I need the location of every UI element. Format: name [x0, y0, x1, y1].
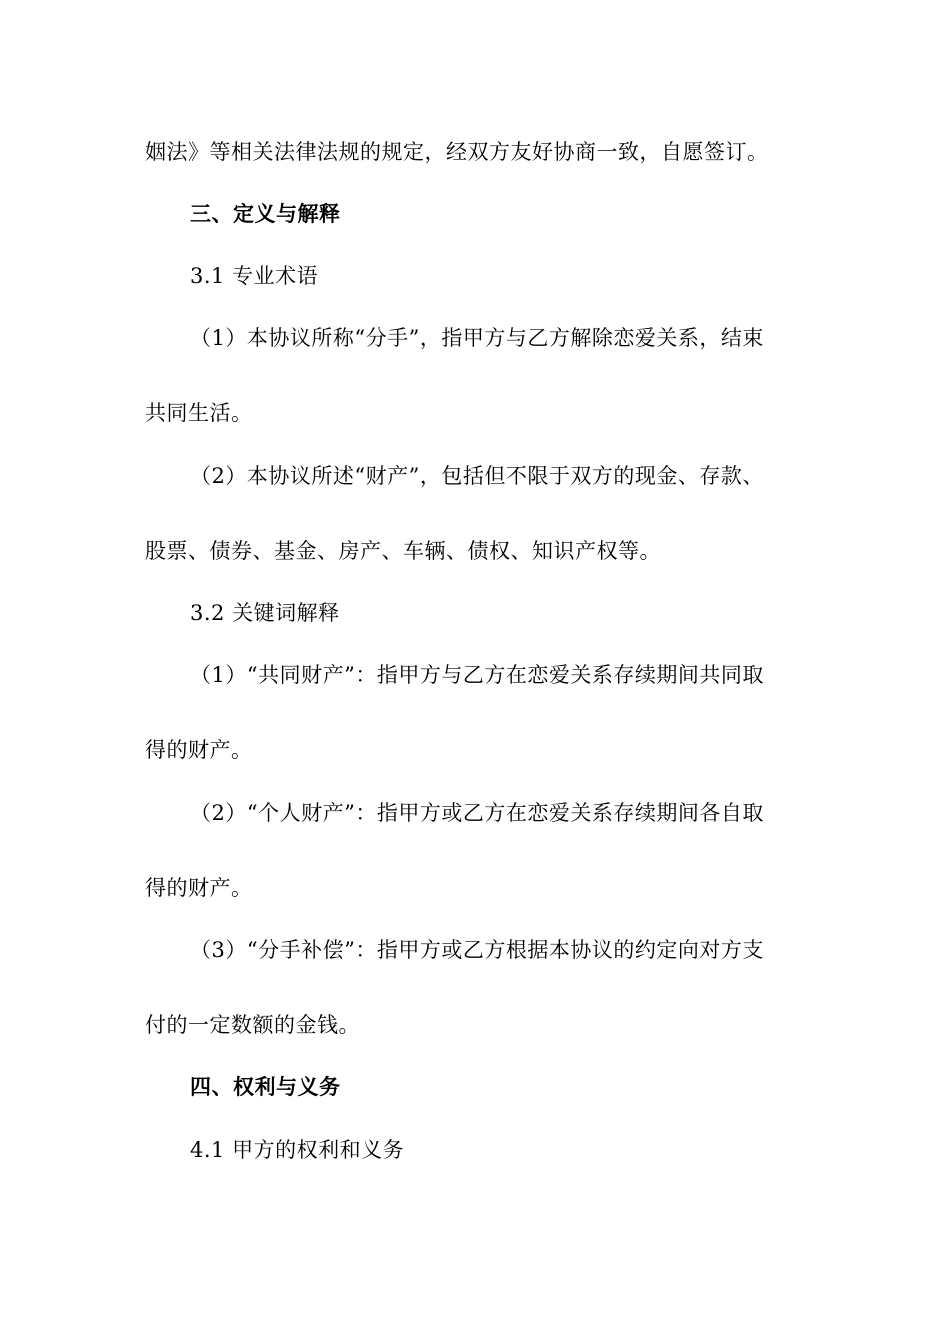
keyword-1-line-2: 得的财产。: [145, 738, 253, 762]
term-1-line-1: （1）本协议所称“分手”，指甲方与乙方解除恋爱关系，结束: [190, 326, 764, 350]
term-2-line-2: 股票、债券、基金、房产、车辆、债权、知识产权等。: [145, 539, 661, 563]
term-1-line-2: 共同生活。: [145, 401, 253, 425]
section-heading-4: 四、权利与义务: [190, 1075, 341, 1099]
keyword-3-line-2: 付的一定数额的金钱。: [145, 1013, 360, 1037]
keyword-2-line-2: 得的财产。: [145, 876, 253, 900]
subsection-heading-4-1: 4.1 甲方的权利和义务: [190, 1138, 405, 1162]
paragraph-continuation: 姻法》等相关法律法规的规定，经双方友好协商一致，自愿签订。: [145, 140, 769, 164]
keyword-3-line-1: （3）“分手补偿”：指甲方或乙方根据本协议的约定向对方支: [190, 938, 764, 962]
subsection-heading-3-2: 3.2 关键词解释: [190, 601, 340, 625]
subsection-heading-3-1: 3.1 专业术语: [190, 264, 319, 288]
keyword-1-line-1: （1）“共同财产”：指甲方与乙方在恋爱关系存续期间共同取: [190, 663, 764, 687]
term-2-line-1: （2）本协议所述“财产”，包括但不限于双方的现金、存款、: [190, 464, 764, 488]
keyword-2-line-1: （2）“个人财产”：指甲方或乙方在恋爱关系存续期间各自取: [190, 801, 764, 825]
section-heading-3: 三、定义与解释: [190, 202, 341, 226]
